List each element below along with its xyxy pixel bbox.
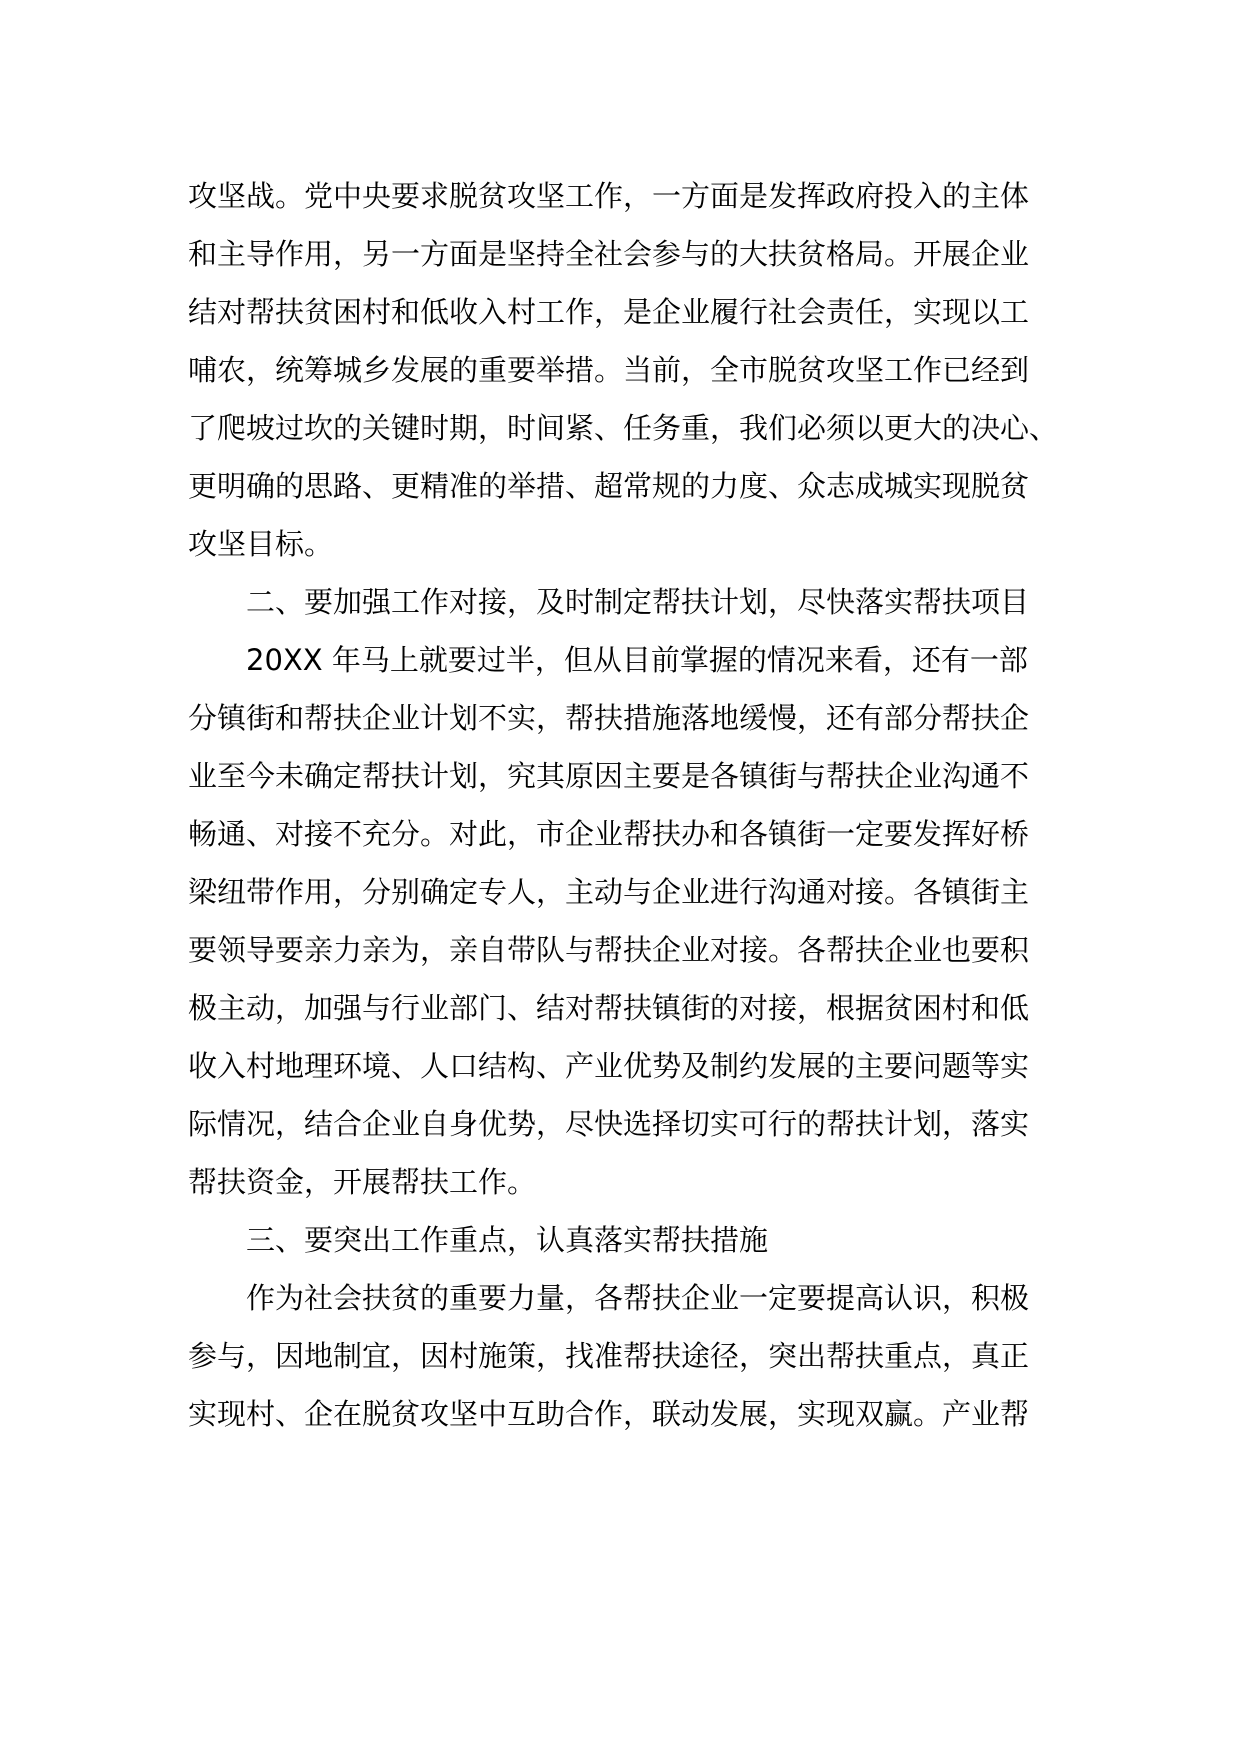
body-text-line: 和主导作用，另一方面是坚持全社会参与的大扶贫格局。开展企业	[188, 237, 1030, 271]
body-text-line: 更明确的思路、更精准的举措、超常规的力度、众志成城实现脱贫	[188, 469, 1030, 503]
body-text-line: 业至今未确定帮扶计划，究其原因主要是各镇街与帮扶企业沟通不	[188, 759, 1030, 793]
body-text-line: 哺农，统筹城乡发展的重要举措。当前，全市脱贫攻坚工作已经到	[188, 353, 1030, 387]
body-text-line: 要领导要亲力亲为，亲自带队与帮扶企业对接。各帮扶企业也要积	[188, 933, 1030, 967]
body-text-line: 作为社会扶贫的重要力量，各帮扶企业一定要提高认识，积极	[246, 1281, 1030, 1315]
body-text-line: 收入村地理环境、人口结构、产业优势及制约发展的主要问题等实	[188, 1049, 1030, 1083]
body-text-line: 攻坚战。党中央要求脱贫攻坚工作，一方面是发挥政府投入的主体	[188, 179, 1030, 213]
body-text-line: 畅通、对接不充分。对此，市企业帮扶办和各镇街一定要发挥好桥	[188, 817, 1030, 851]
body-text-line: 梁纽带作用，分别确定专人，主动与企业进行沟通对接。各镇街主	[188, 875, 1030, 909]
body-text-line: 分镇街和帮扶企业计划不实，帮扶措施落地缓慢，还有部分帮扶企	[188, 701, 1030, 735]
body-text-line: 了爬坡过坎的关键时期，时间紧、任务重，我们必须以更大的决心、	[188, 411, 1059, 445]
body-text-line: 20XX 年马上就要过半，但从目前掌握的情况来看，还有一部	[246, 643, 1028, 677]
body-text-line: 际情况，结合企业自身优势，尽快选择切实可行的帮扶计划，落实	[188, 1107, 1030, 1141]
section-heading-3: 三、要突出工作重点，认真落实帮扶措施	[246, 1223, 769, 1257]
body-text-line: 实现村、企在脱贫攻坚中互助合作，联动发展，实现双赢。产业帮	[188, 1397, 1030, 1431]
body-text-line: 帮扶资金，开展帮扶工作。	[188, 1165, 537, 1199]
body-text-line: 参与，因地制宜，因村施策，找准帮扶途径，突出帮扶重点，真正	[188, 1339, 1030, 1373]
body-text-line: 攻坚目标。	[188, 527, 334, 561]
section-heading-2: 二、要加强工作对接，及时制定帮扶计划，尽快落实帮扶项目	[246, 585, 1030, 619]
body-text-line: 结对帮扶贫困村和低收入村工作，是企业履行社会责任，实现以工	[188, 295, 1030, 329]
body-text-line: 极主动，加强与行业部门、结对帮扶镇街的对接，根据贫困村和低	[188, 991, 1030, 1025]
